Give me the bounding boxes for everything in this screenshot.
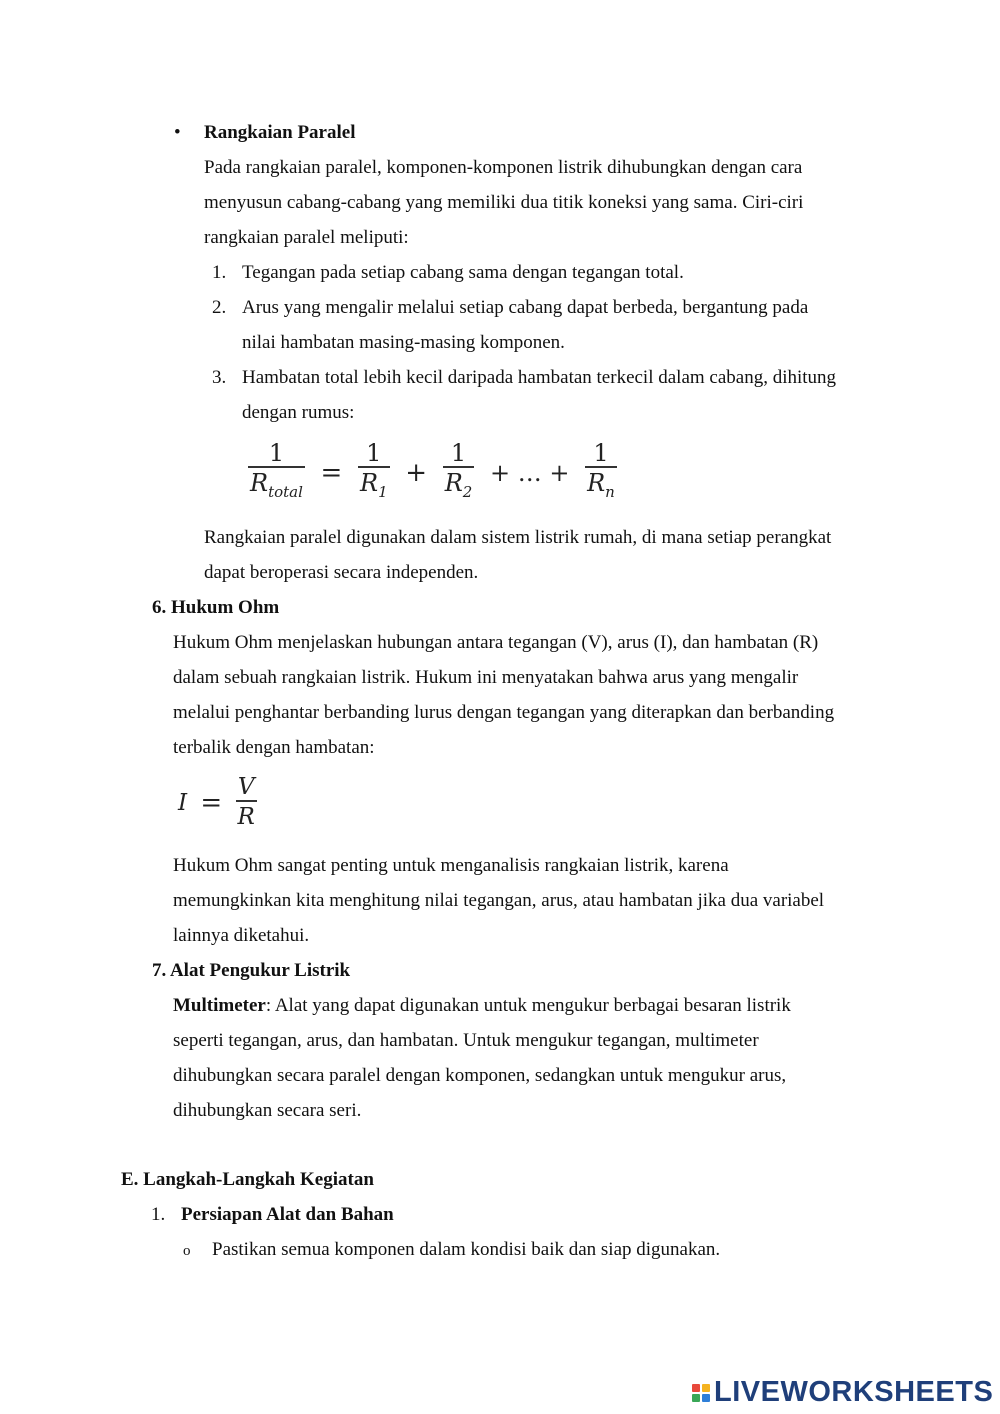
ohm-closing-line: memungkinkan kita menghitung nilai tegangan, arus, atau hambatan jika dua variabel (173, 890, 825, 911)
ohm-body-line: Hukum Ohm menjelaskan hubungan antara tegangan (V), arus (I), dan hambatan (R) (173, 632, 819, 653)
bullet: • (174, 122, 181, 143)
paralel-heading: Rangkaian Paralel (204, 122, 356, 143)
alat-line: dihubungkan secara seri. (173, 1100, 362, 1121)
fraction-r1: $\frac{1}{R_1}$ (359, 439, 388, 501)
ohm-body-line: dalam sebuah rangkaian listrik. Hukum ini menyatakan bahwa arus yang mengalir (173, 667, 799, 688)
logo-square (692, 1384, 700, 1392)
parallel-resistance-formula: $\frac{1}{R_{total}}$ = $\frac{1}{R_1}$ + $\frac{1}{R_2}$ + … + $\frac{1}{R_n}$ (248, 440, 617, 507)
logo-square (692, 1394, 700, 1402)
logo-square (702, 1394, 710, 1402)
fraction-total: $\frac{1}{R_{total}}$ (250, 439, 303, 501)
alat-first-line (173, 995, 791, 1017)
alat-line: dihubungkan secara paralel dengan komponen, sedangkan untuk mengukur arus, (173, 1065, 787, 1086)
list-number: 1. (212, 262, 227, 283)
liveworksheets-logo (692, 1376, 993, 1409)
paralel-intro-line: menyusun cabang-cabang yang memiliki dua titik koneksi yang sama. Ciri-ciri (204, 192, 804, 213)
step-title: Persiapan Alat dan Bahan (181, 1204, 394, 1225)
logo-grid-icon (692, 1384, 710, 1402)
ohm-closing-line: Hukum Ohm sangat penting untuk menganalisis rangkaian listrik, karena (173, 855, 729, 876)
list-item: dengan rumus: (242, 402, 355, 423)
ohm-closing-line: lainnya diketahui. (173, 925, 310, 946)
list-item: Hambatan total lebih kecil daripada hambatan terkecil dalam cabang, dihitung (242, 367, 837, 388)
ohm-heading: 6. Hukum Ohm (152, 597, 280, 618)
multimeter-term: Multimeter (173, 995, 266, 1016)
sub-item-text: Pastikan semua komponen dalam kondisi baik dan siap digunakan. (212, 1239, 721, 1260)
list-item: Tegangan pada setiap cabang sama dengan tegangan total. (242, 262, 684, 283)
paralel-closing-line: dapat beroperasi secara independen. (204, 562, 479, 583)
alat-first-line-text: : Alat yang dapat digunakan untuk mengukur berbagai besaran listrik (265, 995, 791, 1016)
list-item: Arus yang mengalir melalui setiap cabang dapat berbeda, bergantung pada (242, 297, 809, 318)
sub-bullet: o (183, 1243, 191, 1259)
fraction-v-over-r: $\frac{V}{R}$ (237, 774, 255, 830)
list-number: 2. (212, 297, 227, 318)
paralel-intro-line: rangkaian paralel meliputi: (204, 227, 409, 248)
ohm-formula: I = $\frac{V}{R}$ (178, 774, 255, 830)
ohm-body-line: melalui penghantar berbanding lurus dengan tegangan yang diterapkan dan berbanding (173, 702, 835, 723)
list-number: 3. (212, 367, 227, 388)
alat-heading: 7. Alat Pengukur Listrik (152, 960, 351, 981)
list-item: nilai hambatan masing-masing komponen. (242, 332, 565, 353)
paralel-intro-line: Pada rangkaian paralel, komponen-komponen listrik dihubungkan dengan cara (204, 157, 803, 178)
paralel-closing-line: Rangkaian paralel digunakan dalam sistem listrik rumah, di mana setiap perangkat (204, 527, 832, 548)
section-e-heading: E. Langkah-Langkah Kegiatan (121, 1169, 374, 1190)
step-number: 1. (151, 1204, 166, 1225)
logo-square (702, 1384, 710, 1392)
ohm-body-line: terbalik dengan hambatan: (173, 737, 375, 758)
logo-text: LIVEWORKSHEETS (714, 1376, 994, 1408)
fraction-r2: $\frac{1}{R_2}$ (444, 439, 473, 501)
fraction-rn: $\frac{1}{R_n}$ (587, 439, 615, 501)
alat-line: seperti tegangan, arus, dan hambatan. Untuk mengukur tegangan, multimeter (173, 1030, 759, 1051)
